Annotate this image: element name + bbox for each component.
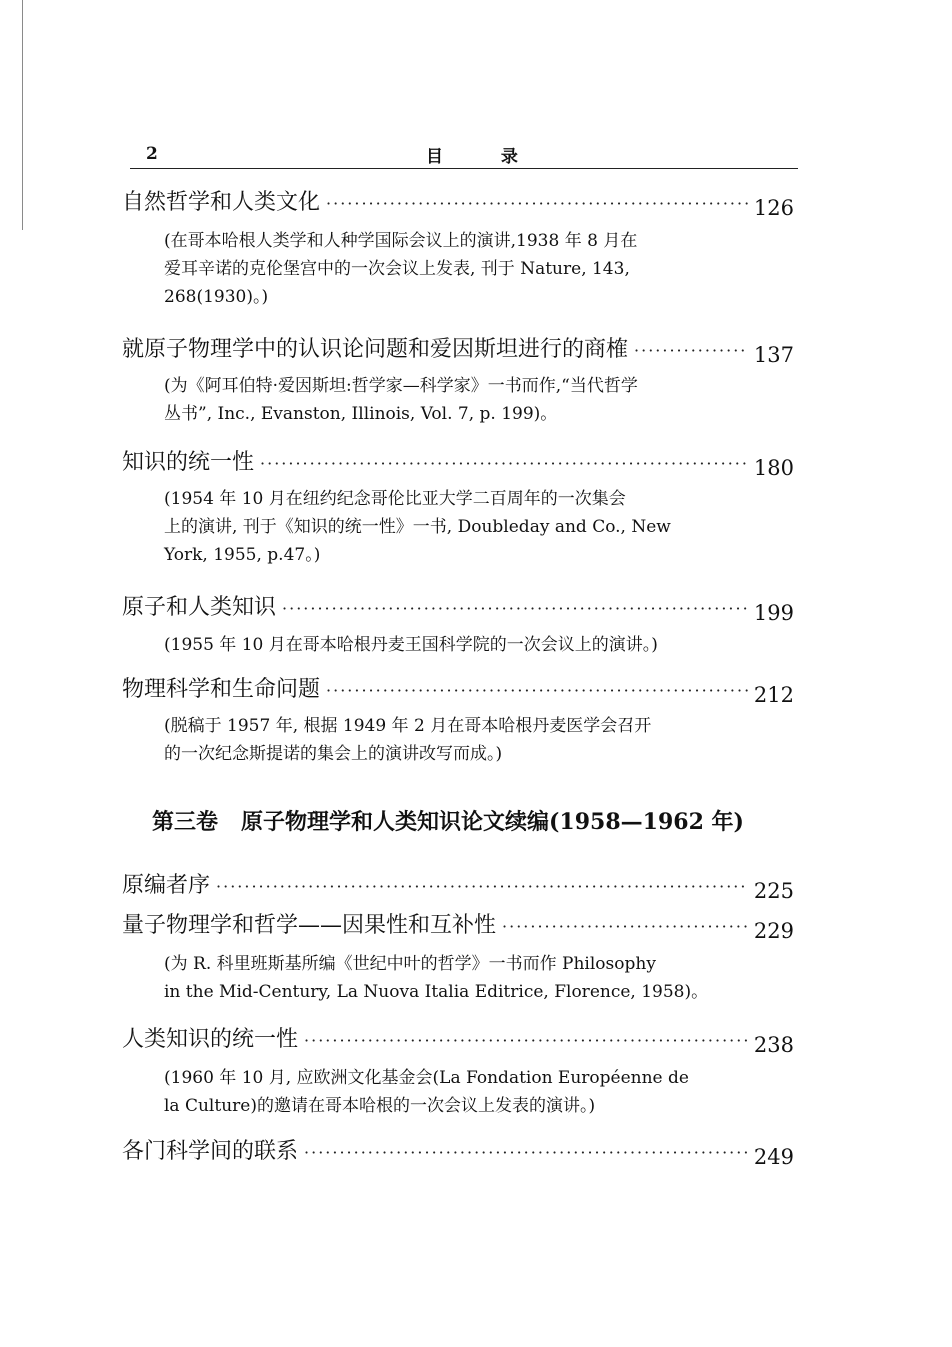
note-line: 上的演讲, 刊于《知识的统一性》一书, Doubleday and Co., New [164,517,671,537]
note-line: (1955 年 10 月在哥本哈根丹麦王国科学院的一次会议上的演讲。) [164,635,658,655]
note-line: (1960 年 10 月, 应欧洲文化基金会(La Fondation Européenne de [164,1068,689,1088]
entry-title: 知识的统一性 [122,450,255,475]
leader-dots [326,194,748,213]
note-line: 的一次纪念斯提诺的集会上的演讲改写而成。) [164,744,503,764]
entry-title: 量子物理学和哲学——因果性和互补性 [122,913,497,938]
note-line: la Culture)的邀请在哥本哈根的一次会议上发表的演讲。) [164,1096,596,1116]
entry-title: 自然哲学和人类文化 [122,190,321,215]
entry-note [164,712,744,768]
entry-note [164,372,744,428]
toc-entry[interactable] [122,590,794,625]
entry-title: 人类知识的统一性 [122,1027,299,1052]
page-number: 2 [146,144,158,164]
entry-note [164,485,744,569]
running-head: 目 录 [426,147,544,167]
toc-entry[interactable] [122,1022,794,1057]
leader-dots [282,599,748,618]
toc-entry[interactable] [122,185,794,220]
note-line: (脱稿于 1957 年, 根据 1949 年 2 月在哥本哈根丹麦医学会召开 [164,716,652,736]
note-line: in the Mid-Century, La Nuova Italia Editrice, Florence, 1958)。 [164,982,709,1002]
entry-title: 物理科学和生命问题 [122,677,321,702]
toc-entry[interactable] [122,332,794,367]
leader-dots [260,454,748,473]
toc-entry[interactable] [122,908,794,943]
leader-dots [502,917,748,936]
toc-entry[interactable] [122,672,794,707]
note-line: 爱耳辛诺的克伦堡宫中的一次会议上发表, 刊于 Nature, 143, [164,259,630,279]
leader-dots [634,341,748,360]
leader-dots [216,877,748,896]
note-line: 丛书”, Inc., Evanston, Illinois, Vol. 7, p. 199)。 [164,404,558,424]
entry-page: 229 [753,919,794,943]
entry-page: 238 [753,1033,794,1057]
toc-entry[interactable] [122,445,794,480]
entry-note [164,950,744,1006]
entry-title: 各门科学间的联系 [122,1139,299,1164]
volume-title: 原子物理学和人类知识论文续编(1958—1962 年) [241,809,744,835]
entry-page: 249 [753,1145,794,1169]
leader-dots [304,1143,748,1162]
toc-entry[interactable] [122,868,794,903]
toc-entry[interactable] [122,1134,794,1169]
entry-title: 就原子物理学中的认识论问题和爱因斯坦进行的商榷 [122,337,629,362]
entry-page: 180 [753,456,794,480]
entry-page: 137 [753,343,794,367]
note-line: (为 R. 科里班斯基所编《世纪中叶的哲学》一书而作 Philosophy [164,954,656,974]
note-line: York, 1955, p.47。) [164,545,321,565]
entry-page: 126 [753,196,794,220]
entry-title: 原子和人类知识 [122,595,277,620]
entry-page: 212 [753,683,794,707]
volume-heading [152,805,744,836]
volume-label: 第三卷 [152,809,219,835]
note-line: (为《阿耳伯特·爱因斯坦:哲学家—科学家》一书而作,“当代哲学 [164,376,638,396]
entry-page: 199 [753,601,794,625]
leader-dots [304,1031,748,1050]
leader-dots [326,681,748,700]
note-line: 268(1930)。) [164,287,269,307]
note-line: (1954 年 10 月在纽约纪念哥伦比亚大学二百周年的一次集会 [164,489,626,509]
entry-title: 原编者序 [122,873,211,898]
entry-note [164,631,744,659]
entry-note [164,1064,744,1120]
entry-page: 225 [753,879,794,903]
entry-note [164,227,744,311]
note-line: (在哥本哈根人类学和人种学国际会议上的演讲,1938 年 8 月在 [164,231,638,251]
